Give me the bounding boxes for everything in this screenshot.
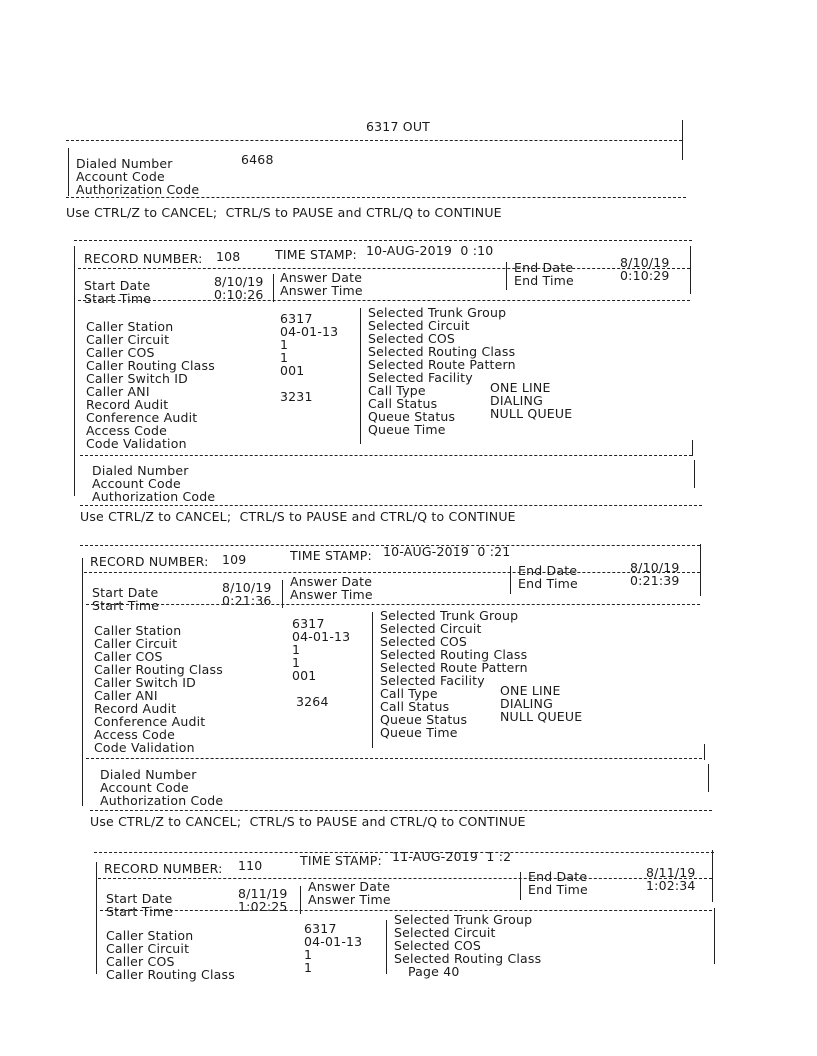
caller-switch-id-label: Caller Switch ID (86, 371, 188, 386)
instruction-line: Use CTRL/Z to CANCEL; CTRL/S to PAUSE and CTRL/Q to CONTINUE (80, 509, 516, 524)
border (712, 850, 713, 902)
record-number-label: RECORD NUMBER: (90, 554, 209, 569)
border (273, 274, 274, 302)
answer-time-label: Answer Time (280, 283, 363, 298)
record-number-label: RECORD NUMBER: (84, 251, 203, 266)
caller-switch-id-label: Caller Switch ID (94, 675, 196, 690)
caller-circuit-label: Caller Circuit (86, 332, 170, 347)
caller-station-value: 6317 (304, 921, 337, 936)
record-number-value: 110 (238, 858, 263, 873)
call-type-label: Call Type (368, 383, 426, 398)
dialed-number-value: 6468 (241, 152, 274, 167)
start-date-value: 8/10/19 (222, 580, 272, 595)
account-code-label: Account Code (92, 476, 181, 491)
divider (86, 758, 702, 759)
authorization-code-label: Authorization Code (92, 489, 216, 504)
border (690, 246, 691, 294)
call-type-value: ONE LINE (490, 380, 551, 395)
caller-switch-id-value: 001 (292, 668, 317, 683)
border (360, 308, 361, 444)
queue-status-value: NULL QUEUE (490, 406, 573, 421)
dialed-number-label: Dialed Number (76, 156, 173, 171)
selected-facility-label: Selected Facility (380, 673, 485, 688)
selected-facility-label: Selected Facility (368, 370, 473, 385)
dialed-number-label: Dialed Number (100, 767, 197, 782)
selected-trunk-group-label: Selected Trunk Group (380, 608, 519, 623)
border (520, 872, 521, 900)
caller-cos-label: Caller COS (106, 954, 175, 969)
caller-cos-label: Caller COS (86, 345, 155, 360)
selected-cos-label: Selected COS (394, 938, 482, 953)
caller-cos-value: 1 (292, 642, 301, 657)
caller-routing-class-value: 1 (280, 350, 289, 365)
call-status-value: DIALING (500, 696, 553, 711)
end-time-label: End Time (518, 576, 578, 591)
divider (84, 572, 700, 573)
record-audit-value: 3231 (280, 389, 313, 404)
end-time-label: End Time (514, 273, 574, 288)
authorization-code-label: Authorization Code (76, 182, 200, 197)
caller-station-value: 6317 (292, 616, 325, 631)
caller-routing-class-value: 1 (304, 960, 313, 975)
divider (66, 140, 682, 141)
divider (66, 197, 686, 198)
caller-circuit-label: Caller Circuit (106, 941, 190, 956)
call-type-label: Call Type (380, 686, 438, 701)
caller-cos-value: 1 (304, 947, 313, 962)
access-code-label: Access Code (94, 727, 175, 742)
end-date-label: End Date (528, 869, 588, 884)
selected-routing-class-label: Selected Routing Class (368, 344, 516, 359)
queue-status-label: Queue Status (368, 409, 456, 424)
queue-time-label: Queue Time (368, 422, 446, 437)
instruction-line: Use CTRL/Z to CANCEL; CTRL/S to PAUSE and CTRL/Q to CONTINUE (90, 814, 526, 829)
start-time-label: Start Time (106, 904, 174, 919)
end-date-value: 8/10/19 (620, 255, 670, 270)
start-date-label: Start Date (84, 278, 151, 293)
caller-ani-label: Caller ANI (94, 688, 158, 703)
account-code-label: Account Code (100, 780, 189, 795)
selected-circuit-label: Selected Circuit (394, 925, 496, 940)
answer-date-label: Answer Date (280, 270, 363, 285)
caller-cos-label: Caller COS (94, 649, 163, 664)
caller-station-label: Caller Station (94, 623, 182, 638)
start-date-label: Start Date (106, 891, 173, 906)
end-date-label: End Date (518, 563, 578, 578)
selected-route-pattern-label: Selected Route Pattern (368, 357, 516, 372)
border (692, 440, 693, 456)
border (506, 262, 507, 290)
call-status-value: DIALING (490, 393, 543, 408)
border (96, 862, 97, 974)
time-stamp-label: TIME STAMP: (275, 247, 357, 262)
divider (78, 268, 690, 269)
end-time-value: 1:02:34 (646, 878, 696, 893)
selected-trunk-group-label: Selected Trunk Group (394, 912, 533, 927)
border (714, 908, 715, 964)
caller-routing-class-label: Caller Routing Class (94, 662, 223, 677)
border (82, 558, 83, 806)
divider (86, 604, 700, 605)
end-date-label: End Date (514, 260, 574, 275)
caller-circuit-value: 04-01-13 (292, 629, 351, 644)
border (682, 120, 683, 160)
start-time-value: 0:10:26 (214, 287, 264, 302)
call-type-value: ONE LINE (500, 683, 561, 698)
end-date-value: 8/10/19 (630, 560, 680, 575)
caller-circuit-label: Caller Circuit (94, 636, 178, 651)
start-date-label: Start Date (92, 585, 159, 600)
time-stamp-value: 11-AUG-2019 1 :2 (392, 849, 512, 864)
caller-ani-label: Caller ANI (86, 384, 150, 399)
caller-circuit-value: 04-01-13 (280, 324, 339, 339)
end-date-value: 8/11/19 (646, 865, 696, 880)
caller-routing-class-label: Caller Routing Class (86, 358, 215, 373)
start-date-value: 8/10/19 (214, 274, 264, 289)
authorization-code-label: Authorization Code (100, 793, 224, 808)
record-audit-label: Record Audit (86, 397, 169, 412)
end-time-value: 0:21:39 (630, 573, 680, 588)
border (704, 744, 705, 760)
caller-station-label: Caller Station (106, 928, 194, 943)
divider (98, 878, 712, 879)
record-audit-label: Record Audit (94, 701, 177, 716)
divider (74, 240, 692, 241)
dialed-number-label: Dialed Number (92, 463, 189, 478)
divider (90, 810, 712, 811)
border (386, 920, 387, 974)
border (708, 764, 709, 792)
divider (78, 300, 690, 301)
answer-date-label: Answer Date (308, 879, 391, 894)
start-time-value: 0:21:36 (222, 593, 272, 608)
border (700, 544, 701, 596)
selected-route-pattern-label: Selected Route Pattern (380, 660, 528, 675)
caller-station-label: Caller Station (86, 319, 174, 334)
start-time-label: Start Time (84, 291, 152, 306)
call-status-label: Call Status (368, 396, 438, 411)
answer-time-label: Answer Time (308, 892, 391, 907)
time-stamp-label: TIME STAMP: (300, 853, 382, 868)
selected-routing-class-label: Selected Routing Class (394, 951, 542, 966)
start-time-label: Start Time (92, 598, 160, 613)
account-code-label: Account Code (76, 169, 165, 184)
selected-routing-class-label: Selected Routing Class (380, 647, 528, 662)
selected-cos-label: Selected COS (380, 634, 468, 649)
border (68, 148, 69, 196)
selected-circuit-label: Selected Circuit (368, 318, 470, 333)
conference-audit-label: Conference Audit (86, 410, 198, 425)
caller-routing-class-label: Caller Routing Class (106, 967, 235, 982)
border (74, 246, 75, 496)
divider (80, 505, 702, 506)
record-number-value: 109 (222, 552, 247, 567)
border (694, 460, 695, 488)
record-number-value: 108 (216, 249, 241, 264)
caller-station-value: 6317 (280, 311, 313, 326)
selected-trunk-group-label: Selected Trunk Group (368, 305, 507, 320)
report-title: 6317 OUT (366, 119, 431, 134)
instruction-line: Use CTRL/Z to CANCEL; CTRL/S to PAUSE and CTRL/Q to CONTINUE (66, 205, 502, 220)
page-number: Page 40 (408, 964, 460, 979)
end-time-label: End Time (528, 882, 588, 897)
border (372, 612, 373, 748)
caller-cos-value: 1 (280, 337, 289, 352)
caller-routing-class-value: 1 (292, 655, 301, 670)
answer-date-label: Answer Date (290, 574, 373, 589)
end-time-value: 0:10:29 (620, 268, 670, 283)
record-audit-value: 3264 (296, 694, 329, 709)
conference-audit-label: Conference Audit (94, 714, 206, 729)
call-status-label: Call Status (380, 699, 450, 714)
divider (80, 455, 692, 456)
answer-time-label: Answer Time (290, 587, 373, 602)
code-validation-label: Code Validation (94, 740, 195, 755)
queue-time-label: Queue Time (380, 725, 458, 740)
start-time-value: 1:02:25 (238, 899, 288, 914)
caller-switch-id-value: 001 (280, 363, 305, 378)
time-stamp-label: TIME STAMP: (290, 548, 372, 563)
code-validation-label: Code Validation (86, 436, 187, 451)
time-stamp-value: 10-AUG-2019 0 :21 (383, 544, 511, 559)
access-code-label: Access Code (86, 423, 167, 438)
start-date-value: 8/11/19 (238, 886, 288, 901)
queue-status-value: NULL QUEUE (500, 709, 583, 724)
divider (100, 910, 712, 911)
selected-circuit-label: Selected Circuit (380, 621, 482, 636)
queue-status-label: Queue Status (380, 712, 468, 727)
selected-cos-label: Selected COS (368, 331, 456, 346)
time-stamp-value: 10-AUG-2019 0 :10 (366, 243, 494, 258)
border (510, 566, 511, 594)
record-number-label: RECORD NUMBER: (104, 861, 223, 876)
caller-circuit-value: 04-01-13 (304, 934, 363, 949)
